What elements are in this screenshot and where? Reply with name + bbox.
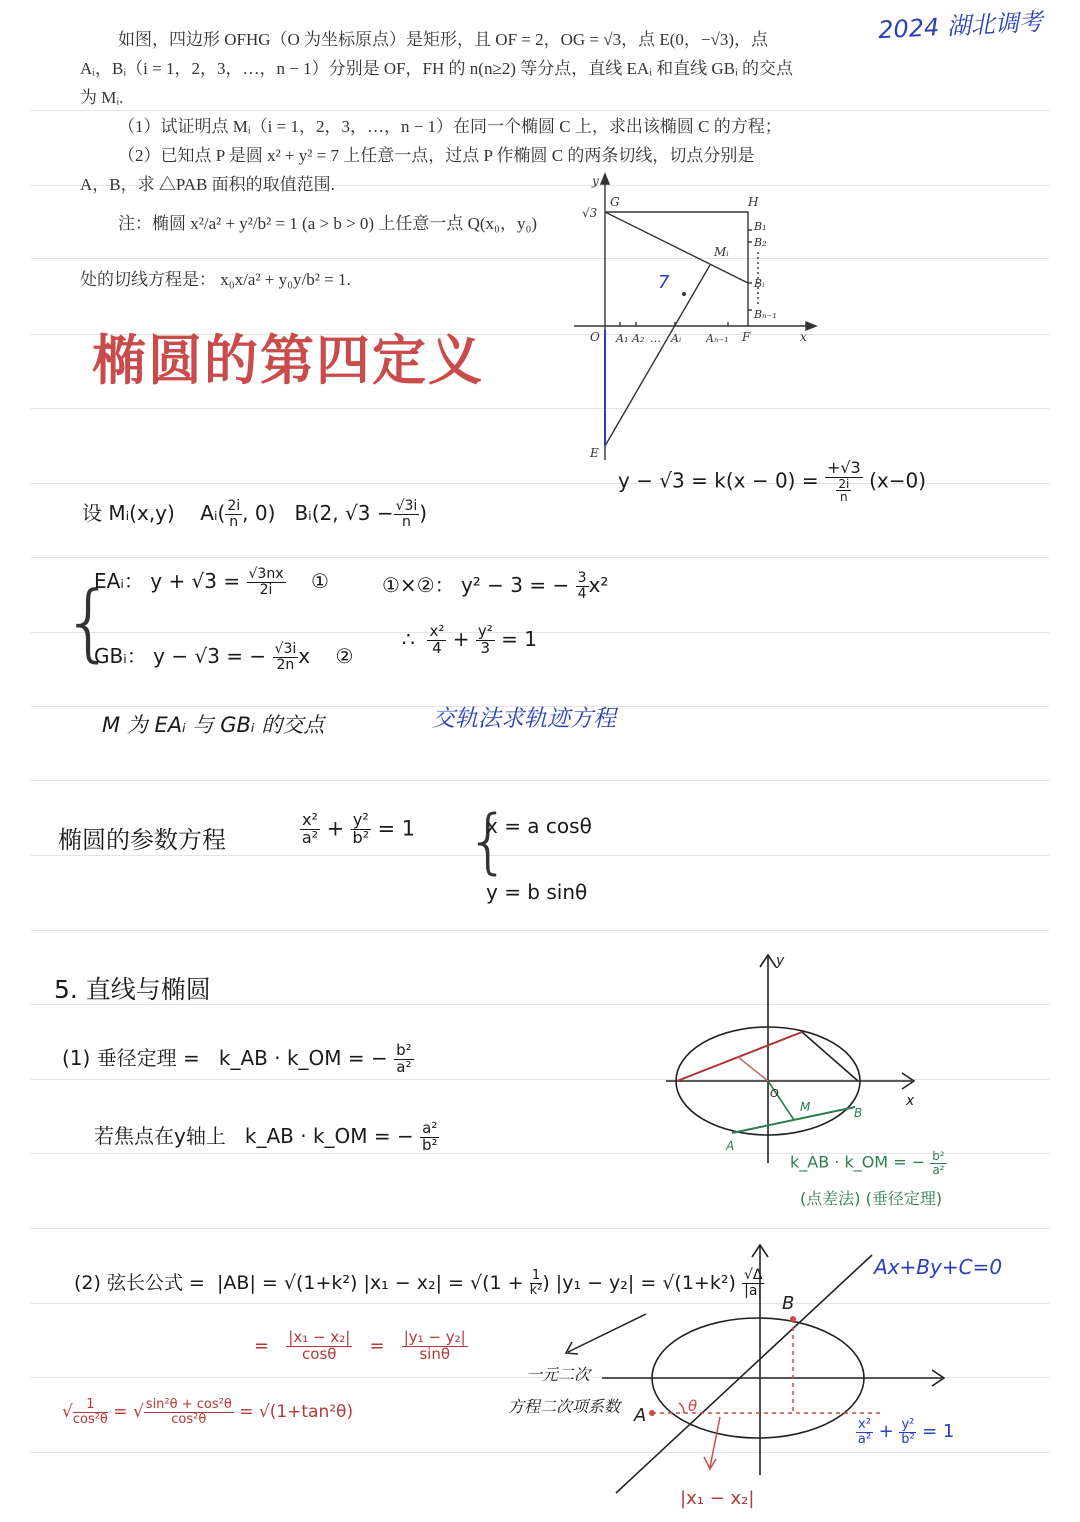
ellipse-result: ∴ $\frac{\text{x²}}{4}$ + $\frac{\text{y²}}{3}$ = 1 [402, 622, 537, 657]
set-mi-line: 设 Mᵢ(x,y) Aᵢ( $\frac{2i}{n}$ , 0) Bᵢ(2, √3 − $\frac{√3i}{n}$ ) [82, 498, 428, 530]
ea-equation: EAᵢ： y + √3 = $\frac{√3nx}{2i}$ ① [94, 566, 329, 598]
problem-line-1: 如图，四边形 OFHG（O 为坐标原点）是矩形，且 OF = 2，OG = √3，点 E(0，−√3)，点 [118, 30, 768, 49]
fig1-an1-label: Aₙ₋₁ [706, 332, 729, 345]
fig2-y-label: y [776, 953, 785, 969]
problem-line-5: （2）已知点 P 是圆 x² + y² = 7 上任意一点，过点 P 作椭圆 C 的两条切线，切点分别是 [118, 146, 755, 165]
fig1-b1-label: B₁ [754, 220, 767, 233]
aside-line-1: 一元二次 [526, 1365, 591, 1384]
section-5-title: 5. 直线与椭圆 [54, 975, 211, 1004]
fig1-mi-label: Mᵢ [714, 245, 729, 259]
fig1-x-label: x [800, 330, 807, 344]
method-note: 交轨法求轨迹方程 [432, 706, 616, 732]
problem-line-6: A，B，求 △PAB 面积的取值范围. [80, 175, 335, 194]
param-label: 椭圆的参数方程 [58, 826, 226, 854]
param-y: y = b sinθ [486, 880, 588, 904]
fig3-bottom-label: |x₁ − x₂| [680, 1488, 755, 1509]
fig2-x-label: x [906, 1093, 915, 1109]
line-equation: y − √3 = k(x − 0) = $\frac{+√3}{\frac{2i}{n}}$ (x−0) [618, 458, 927, 505]
fig2-o-label: O [770, 1087, 779, 1100]
fig1-o-label: O [590, 330, 600, 344]
problem-note-2: 处的切线方程是： x₀x/a² + y₀y/b² = 1. [80, 270, 351, 289]
param-brace: { [466, 800, 511, 882]
product-equation: ①×②： y² − 3 = − $\frac{3}{4}$ x² [382, 570, 609, 602]
fig2-a-label: A [726, 1139, 735, 1153]
fig2-methods: (点差法) (垂径定理) [800, 1189, 943, 1208]
fig1-g-label: G [610, 195, 620, 209]
fig1-h-label: H [748, 195, 759, 209]
fig1-dots-label: … [650, 332, 661, 345]
fig2-m-label: M [800, 1100, 811, 1114]
figure-rectangle-diagram [560, 170, 830, 470]
fig1-bn1-label: Bₙ₋₁ [754, 308, 777, 321]
fig3-b-label: B [782, 1293, 795, 1314]
aside-line-2: 方程二次项系数 [508, 1397, 621, 1416]
trig-identity: √ $\frac{1}{\text{cos²θ}}$ = √ $\frac{\text{sin²θ + cos²θ}}{\text{cos²θ}}$ = √(1+tan²θ) [62, 1397, 354, 1427]
fig2-b-label: B [854, 1106, 863, 1120]
fig1-a2-label: A₂ [632, 332, 645, 345]
cos-form: = $\frac{\text{|x₁ − x₂|}}{\cos\theta}$ = $\frac{\text{|y₁ − y₂|}}{\sin\theta}$ [254, 1328, 466, 1363]
fig3-ellipse-eq: $\frac{\text{x²}}{\text{a²}}$ + $\frac{\text{y²}}{\text{b²}}$ = 1 [857, 1417, 955, 1447]
problem-line-4: （1）试证明点 Mᵢ（i = 1，2，3，…，n − 1）在同一个椭圆 C 上，求出该椭圆 C 的方程； [118, 117, 782, 136]
figure-chord-midpoint [660, 945, 930, 1175]
problem-note-1: 注：椭圆 x²/a² + y²/b² = 1 (a > b > 0) 上任意一点 Q(x₀，y₀) [118, 214, 538, 233]
fig1-b2-label: B₂ [754, 236, 767, 249]
section-title: 椭圆的第四定义 [92, 329, 484, 392]
chord-midpoint-y: 若焦点在y轴上 k_AB · k_OM = − $\frac{\text{a²}}{\text{b²}}$ [94, 1119, 438, 1154]
problem-line-3: 为 Mᵢ. [80, 88, 124, 107]
fig3-theta-label: θ [688, 1397, 698, 1415]
gb-equation: GBᵢ： y − √3 = − $\frac{√3i}{2n}$ x ② [94, 641, 354, 673]
fig1-e-label: E [590, 446, 599, 460]
fig1-sqrt3-label: √3 [582, 206, 598, 220]
problem-line-2: Aᵢ，Bᵢ（i = 1，2，3，…，n − 1）分别是 OF，FH 的 n(n≥2) 等分点，直线 EAᵢ 和直线 GBᵢ 的交点 [80, 59, 794, 78]
fig1-blue-mark: 7 [658, 272, 670, 293]
fig3-line-eq: Ax+By+C=0 [874, 1255, 1003, 1279]
system-brace: { [62, 573, 116, 671]
fig3-a-label: A [634, 1405, 647, 1426]
fig1-y-label: y [592, 174, 599, 188]
param-ellipse: $\frac{\text{x²}}{\text{a²}}$ + $\frac{\text{y²}}{\text{b²}}$ = 1 [301, 810, 416, 847]
fig1-f-label: F [742, 330, 751, 344]
corner-note: 2024 湖北调考 [877, 7, 1044, 45]
m-is-intersection: M 为 EAᵢ 与 GBᵢ 的交点 [102, 713, 325, 737]
param-x: x = a cosθ [486, 814, 592, 838]
chord-length-formula: (2) 弦长公式 = |AB| = √(1+k²) |x₁ − x₂| = √(1 + $\frac{1}{\text{k²}}$ ) |y₁ − y₂| = √(1+k²) $\frac{√\Delta}{|a|}$ [74, 1267, 763, 1299]
fig2-relation: k_AB · k_OM = − $\frac{\text{b²}}{\text{a²}}$ [790, 1149, 945, 1177]
fig1-bi-label: Bᵢ [754, 277, 765, 290]
chord-midpoint-rule: (1) 垂径定理 = k_AB · k_OM = − $\frac{\text{b²}}{\text{a²}}$ [62, 1041, 412, 1076]
fig1-ai-label: Aᵢ [671, 332, 682, 345]
fig1-a1-label: A₁ [616, 332, 629, 345]
